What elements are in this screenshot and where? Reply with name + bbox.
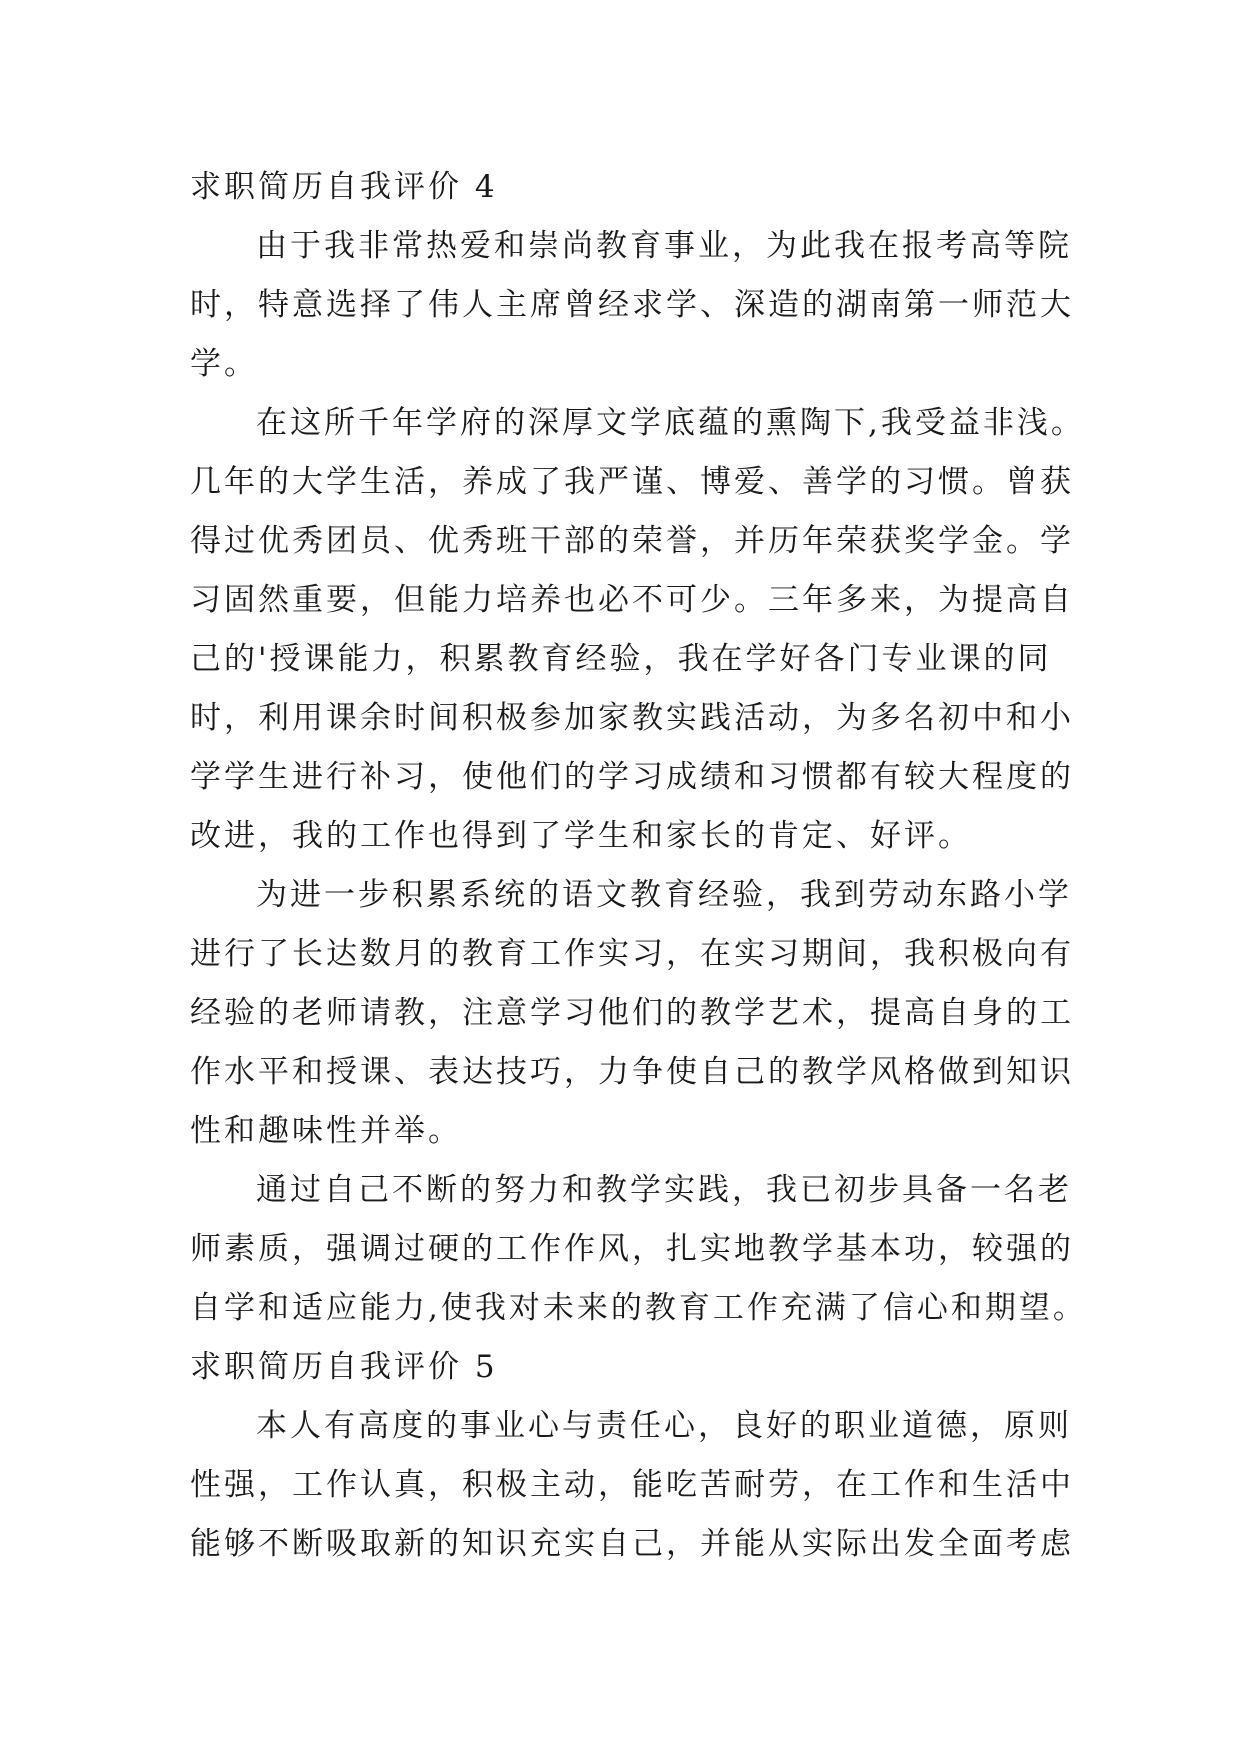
text-line: 经验的老师请教，注意学习他们的教学艺术，提高自身的工 (190, 995, 1074, 1031)
text-line: 本人有高度的事业心与责任心，良好的职业道德，原则 (256, 1408, 1072, 1444)
text-line: 通过自己不断的努力和教学实践，我已初步具备一名老 (256, 1172, 1072, 1208)
text-line: 学学生进行补习，使他们的学习成绩和习惯都有较大程度的 (190, 759, 1074, 795)
document-body (190, 158, 1087, 1574)
text-line: 习固然重要，但能力培养也必不可少。三年多来，为提高自 (190, 582, 1074, 618)
text-line: 性和趣味性并举。 (190, 1113, 462, 1149)
section-heading: 求职简历自我评价 4 (190, 169, 498, 205)
text-line: 师素质，强调过硬的工作作风，扎实地教学基本功，较强的 (190, 1231, 1074, 1267)
text-line: 得过优秀团员、优秀班干部的荣誉，并历年荣获奖学金。学 (190, 523, 1074, 559)
text-line: 进行了长达数月的教育工作实习，在实习期间，我积极向有 (190, 936, 1074, 972)
text-line: 时，利用课余时间积极参加家教实践活动，为多名初中和小 (190, 700, 1074, 736)
text-line: 在这所千年学府的深厚文学底蕴的熏陶下,我受益非浅。 (256, 405, 1085, 441)
text-line: 学。 (190, 346, 258, 382)
text-line: 性强，工作认真，积极主动，能吃苦耐劳，在工作和生活中 (190, 1467, 1074, 1503)
text-line: 由于我非常热爱和崇尚教育事业，为此我在报考高等院 (256, 228, 1072, 264)
section-heading: 求职简历自我评价 5 (190, 1349, 498, 1385)
text-line: 几年的大学生活，养成了我严谨、博爱、善学的习惯。曾获 (190, 464, 1074, 500)
text-line: 改进，我的工作也得到了学生和家长的肯定、好评。 (190, 818, 972, 854)
text-line: 时，特意选择了伟人主席曾经求学、深造的湖南第一师范大 (190, 287, 1074, 323)
text-line: 己的'授课能力，积累教育经验，我在学好各门专业课的同 (190, 641, 1052, 677)
text-line: 自学和适应能力,使我对未来的教育工作充满了信心和期望。 (190, 1290, 1087, 1326)
text-line: 能够不断吸取新的知识充实自己，并能从实际出发全面考虑 (190, 1526, 1074, 1562)
text-line: 作水平和授课、表达技巧，力争使自己的教学风格做到知识 (190, 1054, 1074, 1090)
text-line: 为进一步积累系统的语文教育经验，我到劳动东路小学 (256, 877, 1072, 913)
